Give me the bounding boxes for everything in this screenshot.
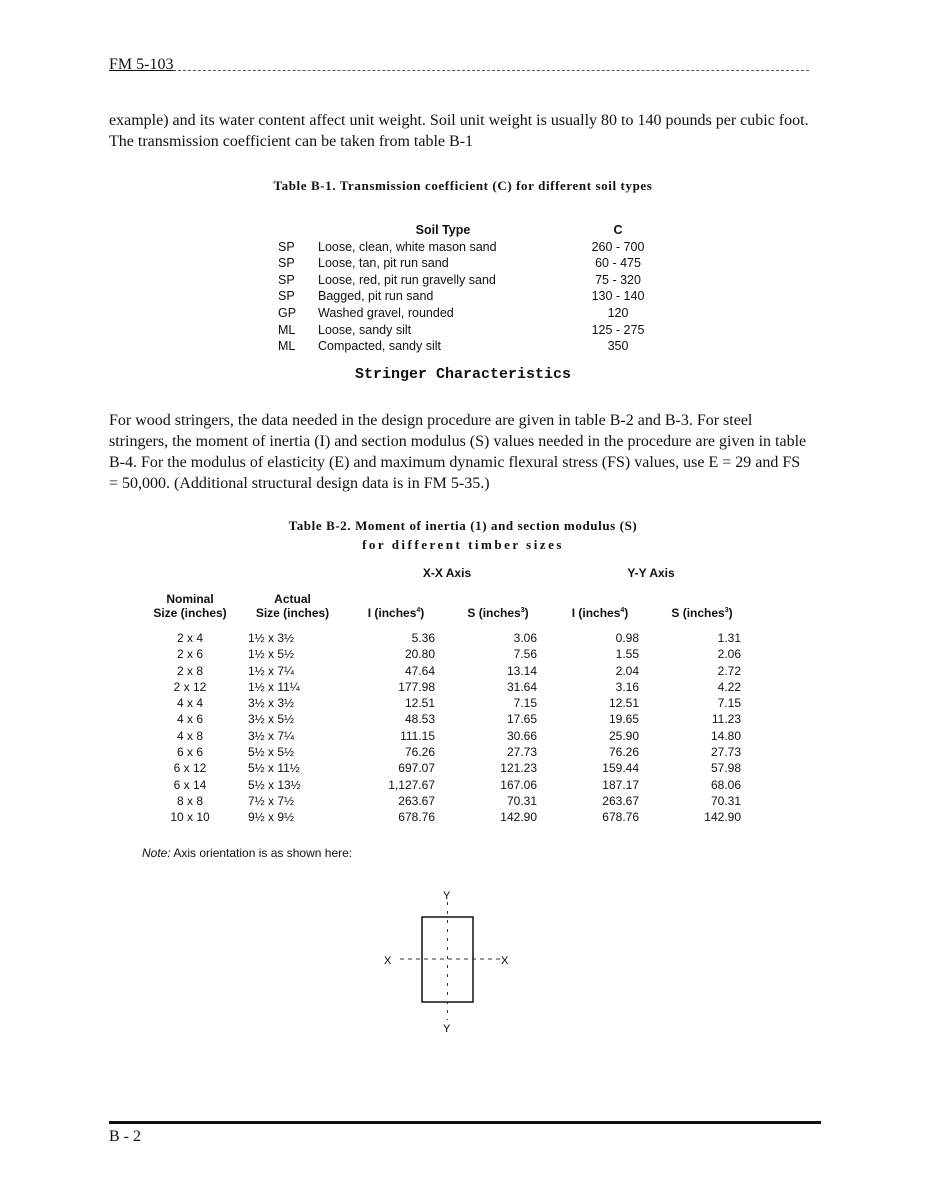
soil-class-cell: SP	[278, 289, 295, 304]
table-b2-title	[0, 516, 926, 554]
nominal-size-cell: 4 x 4	[176, 696, 203, 711]
table-b1-body	[274, 239, 668, 355]
s-xx-cell: 30.66	[506, 728, 537, 743]
nominal-size-cell: 6 x 14	[173, 777, 207, 792]
i-xx-cell: 111.15	[400, 728, 435, 743]
table-b2-header	[140, 584, 753, 620]
soil-class-cell: SP	[278, 256, 295, 271]
table-row	[274, 338, 668, 355]
x-label-right: X	[501, 955, 509, 967]
intro-paragraph: example) and its water content affect unit weight. Soil unit weight is usually 80 to 140 pounds per cubic foot. The transmission coefficient can be taken from table B-1	[109, 112, 809, 150]
soil-class-cell: GP	[278, 305, 297, 320]
stringers-paragraph: For wood stringers, the data needed in the design procedure are given in table B-2 and B-3. For steel stringers, the moment of inertia (I) and section modulus (S) values needed in the procedure are given in table B-4. For the modulus of elasticity (E) and maximum dynamic flexural stress (FS) values, use E = 29 and FS = 50,000. (Additional structural design data is in FM 5-35.)	[109, 412, 807, 492]
s-yy-cell: 70.31	[710, 793, 741, 808]
actual-size-cell: 9½ x 9½	[248, 810, 295, 825]
soil-class-cell: ML	[278, 339, 296, 354]
s-yy-cell: 2.72	[717, 663, 741, 678]
table-row	[140, 744, 753, 760]
table-row	[140, 793, 753, 809]
i-yy-cell: 25.90	[608, 728, 639, 743]
nominal-size-cell: 6 x 6	[176, 745, 203, 760]
actual-size-cell: 1½ x 3½	[248, 631, 295, 645]
s-xx-cell: 13.14	[506, 663, 537, 678]
group-xx-axis: X-X Axis	[422, 566, 472, 580]
note-text: Axis orientation is as shown here:	[170, 846, 353, 860]
table-row	[140, 663, 753, 679]
i-yy-cell: 187.17	[602, 777, 639, 792]
s-yy-cell: 2.06	[717, 647, 741, 662]
s-xx-cell: 70.31	[506, 793, 537, 808]
i-yy-cell: 0.98	[615, 631, 639, 645]
header-s-yy: S (inches$^3$)	[671, 606, 733, 620]
s-xx-cell: 31.64	[506, 679, 537, 694]
actual-size-cell: 3½ x 7¼	[248, 728, 295, 743]
i-xx-cell: 48.53	[404, 712, 435, 727]
soil-description-cell: Compacted, sandy silt	[318, 339, 441, 354]
table-row	[140, 777, 753, 793]
soil-class-cell: SP	[278, 272, 295, 287]
actual-size-cell: 3½ x 3½	[248, 696, 295, 711]
header-i-yy: I (inches$^4$)	[571, 606, 629, 620]
soil-class-cell: SP	[278, 239, 295, 254]
table-row	[140, 695, 753, 711]
table-row	[274, 272, 668, 289]
nominal-size-cell: 2 x 4	[176, 631, 203, 645]
nominal-size-cell: 4 x 8	[176, 728, 203, 743]
table-row	[140, 630, 753, 646]
coefficient-cell: 350	[607, 339, 629, 354]
s-xx-cell: 27.73	[506, 745, 537, 760]
table-b1-title: Table B-1. Transmission coefficient (C) for different soil types	[273, 178, 653, 193]
coefficient-cell: 120	[607, 305, 629, 320]
s-yy-cell: 1.31	[717, 631, 741, 645]
header-c: C	[613, 223, 623, 237]
soil-description-cell: Loose, red, pit run gravelly sand	[318, 272, 496, 287]
soil-class-cell: ML	[278, 322, 296, 337]
table-b2-title-line1: Table B-2. Moment of inertia (1) and section modulus (S)	[288, 518, 638, 533]
coefficient-cell: 75 - 320	[595, 272, 641, 287]
table-row	[140, 679, 753, 695]
soil-description-cell: Loose, clean, white mason sand	[318, 239, 497, 254]
page-number: B - 2	[109, 1128, 141, 1145]
actual-size-cell: 3½ x 5½	[248, 712, 295, 727]
nominal-size-cell: 2 x 6	[176, 647, 203, 662]
i-xx-cell: 177.98	[398, 679, 435, 694]
table-b2-group-header	[140, 566, 753, 584]
i-xx-cell: 12.51	[404, 696, 435, 711]
table-row	[140, 809, 753, 825]
axis-note	[142, 846, 352, 860]
s-xx-cell: 142.90	[500, 810, 537, 825]
s-xx-cell: 167.06	[500, 777, 537, 792]
actual-size-cell: 7½ x 7½	[248, 793, 295, 808]
s-xx-cell: 7.15	[513, 696, 537, 711]
table-row	[274, 322, 668, 339]
soil-description-cell: Washed gravel, rounded	[318, 305, 454, 320]
nominal-size-cell: 6 x 12	[173, 761, 207, 776]
s-yy-cell: 142.90	[704, 810, 741, 825]
table-row	[274, 288, 668, 305]
nominal-size-cell: 4 x 6	[176, 712, 203, 727]
header-i-xx: I (inches$^4$)	[367, 606, 425, 620]
table-row	[274, 305, 668, 322]
group-yy-axis: Y-Y Axis	[627, 566, 675, 580]
s-xx-cell: 7.56	[513, 647, 537, 662]
header-actual: Actual Size (inches)	[255, 592, 330, 620]
footer-rule	[109, 1121, 821, 1124]
header-nominal: Nominal Size (inches)	[153, 592, 227, 620]
table-b2-title-line2: for different timber sizes	[362, 537, 564, 552]
i-xx-cell: 5.36	[411, 631, 435, 645]
coefficient-cell: 260 - 700	[591, 239, 645, 254]
table-b1-header	[274, 222, 668, 239]
y-label-bottom: Y	[443, 1023, 451, 1035]
actual-size-cell: 5½ x 13½	[248, 777, 301, 792]
nominal-size-cell: 10 x 10	[170, 810, 210, 825]
table-b2-body	[140, 630, 753, 826]
s-yy-cell: 4.22	[717, 679, 741, 694]
i-xx-cell: 1,127.67	[388, 777, 435, 792]
table-row	[140, 646, 753, 662]
coefficient-cell: 130 - 140	[591, 289, 645, 304]
actual-size-cell: 1½ x 5½	[248, 647, 295, 662]
soil-description-cell: Loose, sandy silt	[318, 322, 412, 337]
s-yy-cell: 27.73	[710, 745, 741, 760]
section-heading: Stringer Characteristics	[354, 366, 572, 383]
x-label-left: X	[384, 955, 392, 967]
document-id: FM 5-103	[109, 56, 174, 73]
i-xx-cell: 47.64	[404, 663, 435, 678]
i-yy-cell: 1.55	[615, 647, 639, 662]
nominal-size-cell: 2 x 12	[173, 679, 207, 694]
table-row	[140, 728, 753, 744]
table-row	[140, 711, 753, 727]
header-soil-type: Soil Type	[415, 223, 471, 237]
i-yy-cell: 678.76	[602, 810, 639, 825]
actual-size-cell: 5½ x 5½	[248, 745, 295, 760]
nominal-size-cell: 2 x 8	[176, 663, 203, 678]
i-yy-cell: 3.16	[615, 679, 639, 694]
i-yy-cell: 2.04	[615, 663, 639, 678]
axis-orientation-diagram	[370, 880, 530, 1040]
running-head	[109, 56, 809, 74]
nominal-size-cell: 8 x 8	[176, 793, 203, 808]
s-xx-cell: 17.65	[506, 712, 537, 727]
i-yy-cell: 76.26	[608, 745, 639, 760]
table-row	[140, 760, 753, 776]
actual-size-cell: 5½ x 11½	[248, 761, 300, 776]
s-xx-cell: 121.23	[500, 761, 537, 776]
s-yy-cell: 57.98	[710, 761, 741, 776]
table-b2	[140, 566, 753, 826]
header-rule	[173, 70, 809, 71]
i-xx-cell: 20.80	[404, 647, 435, 662]
s-yy-cell: 7.15	[717, 696, 741, 711]
note-label: Note:	[142, 846, 171, 860]
s-xx-cell: 3.06	[513, 631, 537, 645]
table-row	[274, 255, 668, 272]
y-label-top: Y	[443, 890, 451, 902]
soil-description-cell: Bagged, pit run sand	[318, 289, 434, 304]
i-xx-cell: 678.76	[398, 810, 435, 825]
header-s-xx: S (inches$^3$)	[467, 606, 529, 620]
coefficient-cell: 125 - 275	[591, 322, 645, 337]
actual-size-cell: 1½ x 11¼	[248, 679, 300, 694]
i-xx-cell: 697.07	[398, 761, 435, 776]
table-row	[274, 239, 668, 256]
s-yy-cell: 14.80	[710, 728, 741, 743]
coefficient-cell: 60 - 475	[595, 256, 641, 271]
table-b1	[274, 222, 668, 355]
s-yy-cell: 68.06	[710, 777, 741, 792]
i-xx-cell: 76.26	[404, 745, 435, 760]
i-yy-cell: 12.51	[608, 696, 639, 711]
s-yy-cell: 11.23	[711, 712, 741, 727]
i-yy-cell: 19.65	[608, 712, 639, 727]
i-yy-cell: 263.67	[602, 793, 639, 808]
i-yy-cell: 159.44	[602, 761, 639, 776]
i-xx-cell: 263.67	[398, 793, 435, 808]
actual-size-cell: 1½ x 7¼	[248, 663, 295, 678]
soil-description-cell: Loose, tan, pit run sand	[318, 256, 449, 271]
